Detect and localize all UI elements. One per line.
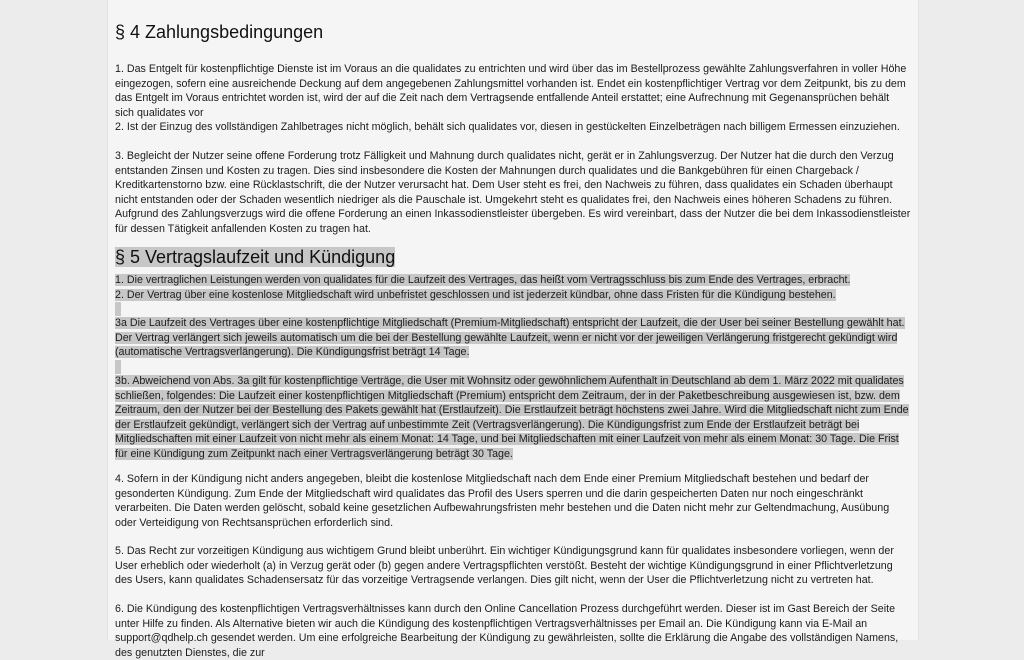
section-5-heading-text: § 5 Vertragslaufzeit und Kündigung — [115, 247, 396, 267]
selection-blank-line — [115, 360, 121, 374]
section-5-paragraph-3b-text: 3b. Abweichend von Abs. 3a gilt für kostenpflichtige Verträge, die User mit Wohnsitz oder gewöhnlichem Aufenthalt in Deutschland ab dem 1. März 2022 mit qualidates schließen, folgendes: Die Laufzeit einer kostenpflichtigen Mitgliedschaft (Premium) entspricht dem Zeitraum, der in der Paketbeschreibung ausgewiesen ist, bzw. dem Zeitraum, den der Nutzer bei der Bestellung des Pakets gewählt hat (Erstlaufzeit). Die Erstlaufzeit beträgt höchstens zwei Jahre. Wird die Mitgliedschaft nicht zum Ende der Erstlaufzeit gekündigt, verlängert sich der Vertrag auf unbestimmte Zeit (Vertragsverlängerung). Die Kündigungsfrist zum Ende der Erstlaufzeit beträgt bei Mitgliedschaften mit einer Laufzeit von nicht mehr als einem Monat: 14 Tage, und bei Mitgliedschaften mit einer Laufzeit von mehr als einem Monat: 30 Tage. Die Frist für eine Kündigung zum Zeitpunkt nach einer Vertragsverlängerung beträgt 30 Tage. — [115, 375, 909, 460]
section-5-paragraph-1-text: 1. Die vertraglichen Leistungen werden von qualidates für die Laufzeit des Vertrages, das heißt vom Vertragsschluss bis zum Ende des Vertrages, erbracht. — [115, 274, 851, 286]
section-4-paragraph-1: 1. Das Entgelt für kostenpflichtige Dienste ist im Voraus an die qualidates zu entrichten und wird über das im Bestellprozess gewählte Zahlungsverfahren in voller Höhe eingezogen, sofern eine ausreichende Deckung auf dem angegebenen Zahlungsmittel vorhanden ist. Endet ein kostenpflichtiger Vertrag vor dem Zeitpunkt, bis zu dem das Entgelt im Voraus entrichtet worden ist, wird der auf die Zeit nach dem Vertragsende entfallende Anteil erstattet; eine Aufrechnung mit Gegenansprüchen behält sich qualidates vor — [115, 63, 907, 119]
document-page — [107, 0, 919, 659]
section-5-paragraph-2 — [115, 288, 911, 303]
section-5-paragraph-6: 6. Die Kündigung des kostenpflichtigen Vertragsverhältnisses kann durch den Online Cancellation Prozess durchgeführt werden. Dieser ist im Gast Bereich der Seite unter Hilfe zu finden. Als Alternative bieten wir auch die Kündigung des kostenpflichtigen Vertragsverhältnisses per Email an. Die Kündigung kann via E-Mail an support@qdhelp.ch gesendet werden. Um eine erfolgreiche Bearbeitung der Kündigung zu gewährleisten, sollte die Erklärung die Angabe des vollständigen Namens, des genutzten Dienstes, die zur — [115, 603, 899, 659]
section-5-paragraph-4: 4. Sofern in der Kündigung nicht anders angegeben, bleibt die kostenlose Mitgliedschaft nach dem Ende einer Premium Mitgliedschaft bestehen und bedarf der gesonderten Kündigung. Zum Ende der Mitgliedschaft wird qualidates das Profil des Users sperren und die darin gespeicherten Daten nur noch eingeschränkt verarbeiten. Die Daten werden gelöscht, sobald keine gesetzlichen Aufbewahrungsfristen mehr bestehen und die Daten nicht mehr zur Geltendmachung, Ausübung oder Verteidigung von Rechtsansprüchen erforderlich sind. — [115, 473, 890, 529]
section-5-paragraph-3b — [115, 374, 911, 462]
section-5-heading — [115, 246, 395, 268]
section-5-paragraph-2-text: 2. Der Vertrag über eine kostenlose Mitgliedschaft wird unbefristet geschlossen und ist jederzeit kündbar, ohne dass Fristen für die Kündigung bestehen. — [115, 289, 836, 301]
section-4-paragraph-2: 2. Ist der Einzug des vollständigen Zahlbetrages nicht möglich, behält sich qualidates vor, diesen in gestückelten Einzelbeträgen nach billigem Ermessen einzuziehen. — [115, 121, 900, 133]
section-5-paragraph-3a — [115, 316, 911, 360]
section-5-paragraph-5: 5. Das Recht zur vorzeitigen Kündigung aus wichtigem Grund bleibt unberührt. Ein wichtiger Kündigungsgrund kann für qualidates insbesondere vorliegen, wenn der User erheblich oder wiederholt (a) in Verzug gerät oder (b) gegen andere Vertragspflichten verstößt. Besteht der wichtige Kündigungsgrund in einer Pflichtverletzung des Users, kann qualidates Schadensersatz für das vorzeitige Vertragsende verlangen. Dies gilt nicht, wenn der User die Pflichtverletzung nicht zu vertreten hat. — [115, 545, 894, 587]
section-4-heading: § 4 Zahlungsbedingungen — [115, 22, 324, 42]
section-5-paragraph-1 — [115, 273, 911, 288]
section-4-paragraph-3: 3. Begleicht der Nutzer seine offene Forderung trotz Fälligkeit und Mahnung durch qualidates nicht, gerät er in Zahlungsverzug. Der Nutzer hat die durch den Verzug entstanden Zinsen und Kosten zu tragen. Dies sind insbesondere die Kosten der Mahnungen durch qualidates und die Bankgebühren für einen Chargeback / Kreditkartenstorno bzw. eine Rücklastschrift, die der Nutzer verursacht hat. Dem User steht es frei, den Nachweis zu führen, dass qualidates ein Schaden überhaupt nicht entstanden oder der Schaden wesentlich niedriger als die Pauschale ist. Umgekehrt steht es qualidates frei, den Nachweis eines höheren Schadens zu führen. Aufgrund des Zahlungsverzugs wird die offene Forderung an einen Inkassodienstleister übergeben. Es wird vereinbart, dass der Nutzer die bei dem Inkassodienstleister für dessen Tätigkeit anfallenden Kosten zu tragen hat. — [115, 150, 911, 235]
selection-blank-line — [115, 302, 121, 316]
section-5-paragraph-3a-text: 3a Die Laufzeit des Vertrages über eine kostenpflichtige Mitgliedschaft (Premium-Mitgliedschaft) entspricht der Laufzeit, die der User bei seiner Bestellung gewählt hat. Der Vertrag verlängert sich jeweils automatisch um die bei der Bestellung gewählte Laufzeit, wenn er nicht vor der jeweiligen Verlängerung fristgerecht gekündigt wird (automatische Vertragsverlängerung). Die Kündigungsfrist beträgt 14 Tage. — [115, 317, 905, 359]
